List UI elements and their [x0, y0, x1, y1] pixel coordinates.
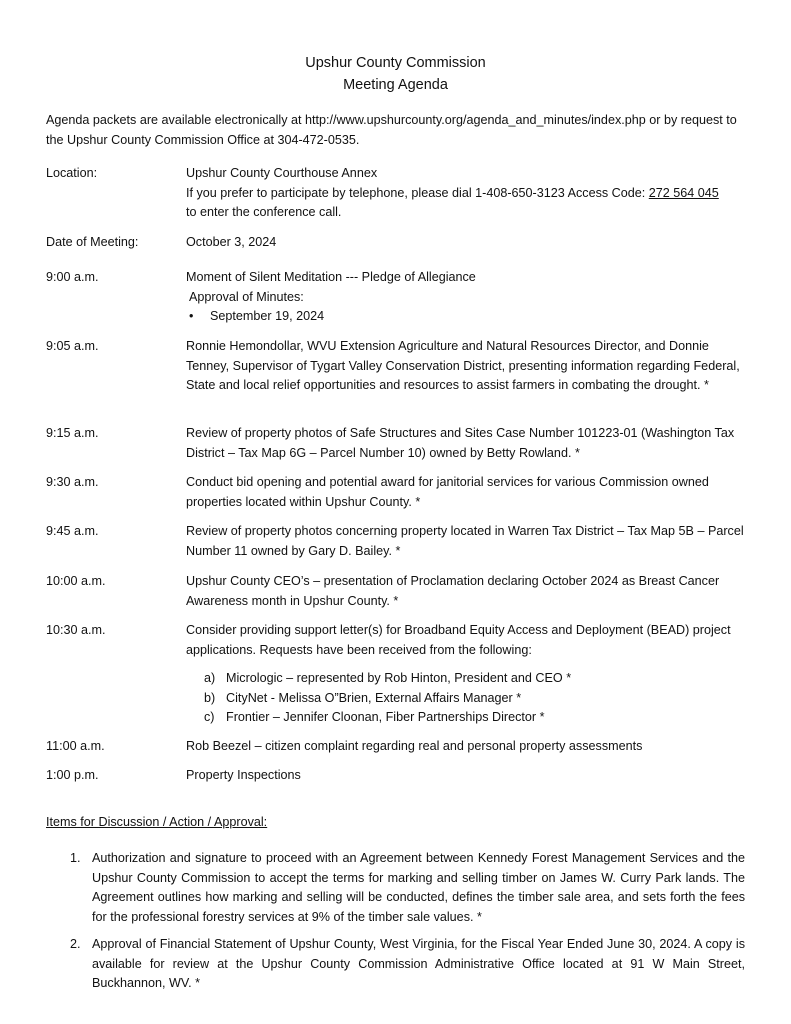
list-item — [204, 689, 746, 709]
phone-instructions: If you prefer to participate by telephone, please dial 1-408-650-3123 Access Code: — [186, 185, 649, 200]
numbered-item — [70, 849, 745, 927]
agenda-time: 9:15 a.m. — [46, 426, 99, 440]
agenda-description: Review of property photos concerning property located in Warren Tax District – Tax Map 5B – Parcel Number 11 owned by Gary D. Bailey. * — [186, 524, 744, 558]
agenda-description: Upshur County CEO’s – presentation of Proclamation declaring October 2024 as Breast Cancer Awareness month in Upshur County. * — [186, 574, 720, 608]
bullet-text: September 19, 2024 — [210, 309, 325, 323]
date-value: October 3, 2024 — [186, 235, 277, 249]
location-details — [186, 164, 746, 223]
location-label: Location: — [46, 166, 98, 180]
agenda-time: 10:00 a.m. — [46, 574, 106, 588]
location-conference-note: to enter the conference call. — [186, 205, 342, 219]
bullet-item — [186, 307, 746, 327]
agenda-time: 9:45 a.m. — [46, 524, 99, 538]
list-item-text: Micrologic – represented by Rob Hinton, President and CEO * — [226, 671, 572, 685]
agenda-description: Rob Beezel – citizen complaint regarding real and personal property assessments — [186, 739, 643, 753]
agenda-line: Moment of Silent Meditation --- Pledge of Allegiance — [186, 270, 476, 284]
date-label: Date of Meeting: — [46, 235, 139, 249]
location-venue: Upshur County Courthouse Annex — [186, 166, 378, 180]
page-title: Upshur County Commission — [305, 55, 486, 71]
list-marker: a) — [204, 671, 216, 685]
agenda-line: Approval of Minutes: — [189, 289, 304, 304]
agenda-time: 9:00 a.m. — [46, 270, 99, 284]
list-marker: b) — [204, 690, 216, 705]
list-marker: c) — [204, 710, 215, 724]
bullet-mark: • — [189, 309, 194, 323]
agenda-description — [186, 268, 746, 327]
intro-paragraph: Agenda packets are available electronically at http://www.upshurcounty.org/agenda_and_minutes/index.php or by request to the Upshur County Commission Office at 304-472-0535. — [46, 113, 737, 147]
list-item — [204, 708, 746, 728]
item-text: Authorization and signature to proceed with an Agreement between Kennedy Forest Management Services and the Upshur County Commission to accept the terms for marking and selling timber on James W. Curry Park lands. The Agreement outlines how marking and selling will be conducted, defines the timber sale area, and sets forth the fees for the professional forestry services at 9% of the timber sale values. * — [92, 851, 745, 924]
agenda-time: 9:30 a.m. — [46, 475, 99, 489]
list-item-text: Frontier – Jennifer Cloonan, Fiber Partnerships Director * — [226, 710, 545, 724]
agenda-description: Review of property photos of Safe Structures and Sites Case Number 101223-01 (Washington Tax District – Tax Map 6G – Parcel Number 10) owned by Betty Rowland. * — [186, 426, 735, 460]
numbered-item — [70, 935, 745, 994]
agenda-time: 1:00 p.m. — [46, 768, 99, 782]
list-item-text: CityNet - Melissa O”Brien, External Affairs Manager * — [226, 690, 522, 705]
section-heading: Items for Discussion / Action / Approval: — [46, 815, 268, 829]
agenda-time: 11:00 a.m. — [46, 739, 105, 753]
agenda-description: Conduct bid opening and potential award for janitorial services for various Commission owned properties located within Upshur County. * — [186, 475, 709, 509]
agenda-description: Property Inspections — [186, 768, 301, 782]
access-code: 272 564 045 — [648, 185, 719, 200]
agenda-description: Ronnie Hemondollar, WVU Extension Agriculture and Natural Resources Director, and Donnie Tenney, Supervisor of Tygart Valley Conservation District, presenting information regarding Federal, State and local relief opportunities and resources to assist farmers in combating the drought. * — [186, 339, 740, 392]
agenda-time: 9:05 a.m. — [46, 339, 99, 353]
item-number: 1. — [70, 851, 81, 865]
bead-request-list — [186, 669, 746, 728]
agenda-time: 10:30 a.m. — [46, 623, 106, 637]
agenda-description: Consider providing support letter(s) for Broadband Equity Access and Deployment (BEAD) project applications. Requests have been received from the following: — [186, 623, 731, 657]
item-text: Approval of Financial Statement of Upshur County, West Virginia, for the Fiscal Year Ended June 30, 2024. A copy is available for review at the Upshur County Commission Administrative Office located at 91 W Main Street, Buckhannon, WV. * — [92, 937, 745, 990]
page-subtitle: Meeting Agenda — [343, 77, 448, 93]
item-number: 2. — [70, 937, 81, 951]
location-phone-line — [186, 184, 746, 204]
list-item — [204, 669, 746, 689]
